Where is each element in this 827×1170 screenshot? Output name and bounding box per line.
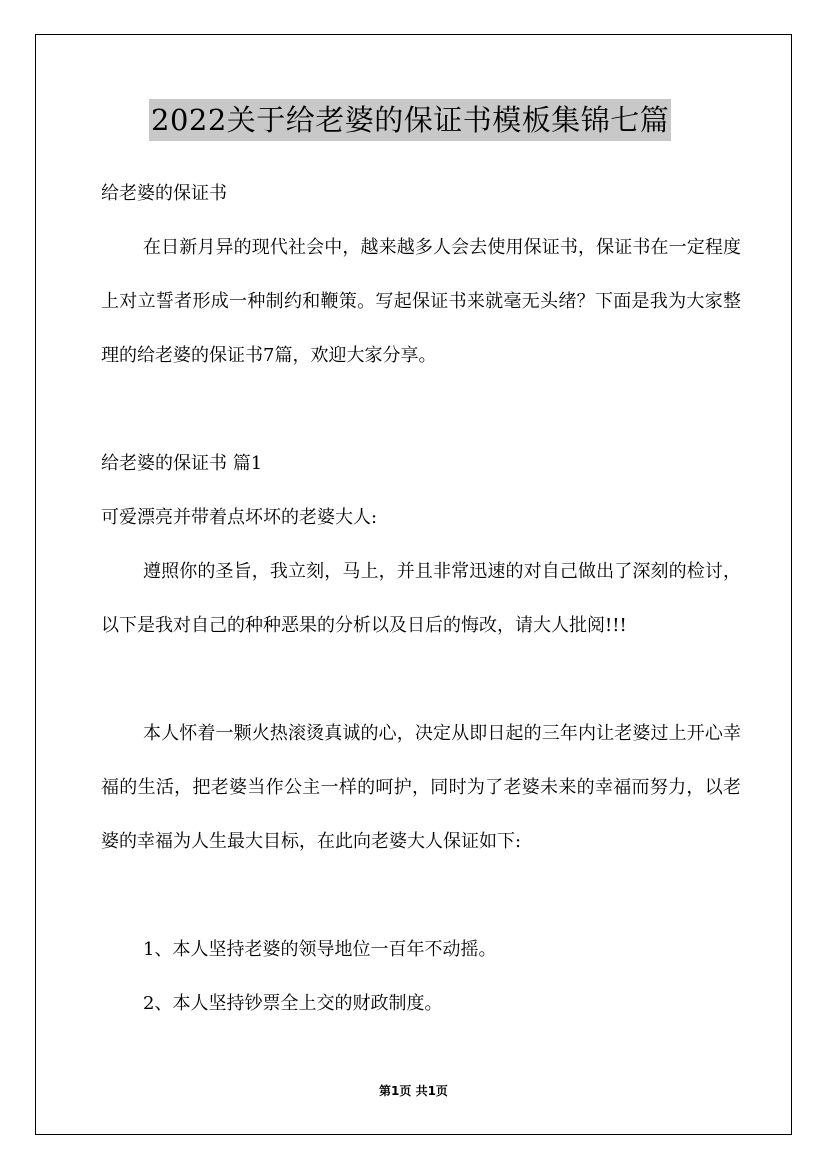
page-footer: 第1页 共1页 <box>379 1084 448 1098</box>
paragraph-2: 本人怀着一颗火热滚烫真诚的心，决定从即日起的三年内让老婆过上开心幸福的生活，把老婆当作公主一样的呵护，同时为了老婆未来的幸福而努力，以老婆的幸福为人生最大目标，在此向老婆大人保证如下: <box>101 723 741 852</box>
salutation: 可爱漂亮并带着点坏坏的老婆大人: <box>101 507 378 528</box>
intro-heading: 给老婆的保证书 <box>101 183 227 204</box>
list-item: 1、本人坚持老婆的领导地位一百年不动摇。 <box>143 939 497 960</box>
section-heading: 给老婆的保证书 篇1 <box>101 453 263 474</box>
intro-paragraph: 在日新月异的现代社会中，越来越多人会去使用保证书，保证书在一定程度上对立誓者形成一种制约和鞭策。写起保证书来就毫无头绪？下面是我为大家整理的给老婆的保证书7篇，欢迎大家分享。 <box>101 237 741 366</box>
list-item: 2、本人坚持钞票全上交的财政制度。 <box>143 993 443 1014</box>
paragraph-1: 遵照你的圣旨，我立刻，马上，并且非常迅速的对自己做出了深刻的检讨，以下是我对自己的种种恶果的分析以及日后的悔改，请大人批阅!!! <box>101 561 741 636</box>
document-title: 2022关于给老婆的保证书模板集锦七篇 <box>149 99 671 141</box>
